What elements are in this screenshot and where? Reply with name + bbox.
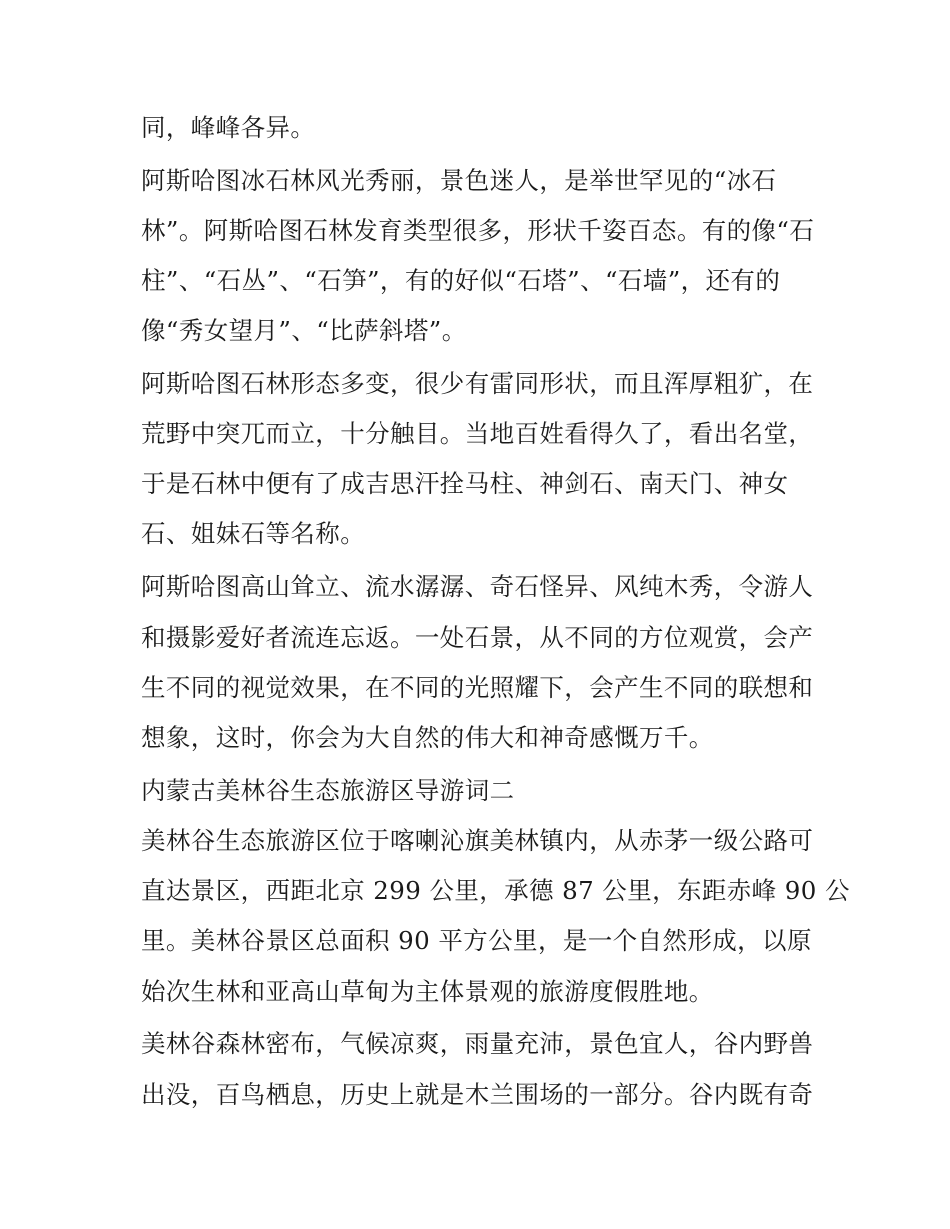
text-line: 石、姐妹石等名称。 [141, 519, 366, 548]
text-line: 里。美林谷景区总面积 90 平方公里，是一个自然形成，以原 [141, 926, 812, 955]
text-line: 阿斯哈图冰石林风光秀丽，景色迷人，是举世罕见的“冰石 [141, 166, 777, 195]
text-line: 于是石林中便有了成吉思汗拴马柱、神剑石、南天门、神女 [141, 469, 789, 498]
text-line: 美林谷生态旅游区位于喀喇沁旗美林镇内，从赤茅一级公路可 [141, 826, 814, 855]
text-line: 生不同的视觉效果，在不同的光照耀下，会产生不同的联想和 [141, 673, 814, 702]
text-line: 美林谷森林密布，气候凉爽，雨量充沛，景色宜人，谷内野兽 [141, 1029, 814, 1058]
text-line: 想象，这时，你会为大自然的伟大和神奇感慨万千。 [141, 723, 714, 752]
text-line: 直达景区，西距北京 299 公里，承德 87 公里，东距赤峰 90 公 [141, 876, 850, 905]
text-line: 荒野中突兀而立，十分触目。当地百姓看得久了，看出名堂， [141, 419, 814, 448]
text-line: 柱”、“石丛”、“石笋”，有的好似“石塔”、“石墙”，还有的 [141, 266, 781, 295]
text-line: 始次生林和亚高山草甸为主体景观的旅游度假胜地。 [141, 977, 714, 1006]
section-heading: 内蒙古美林谷生态旅游区导游词二 [141, 776, 515, 805]
text-line: 同，峰峰各异。 [141, 113, 316, 142]
text-line: 阿斯哈图高山耸立、流水潺潺、奇石怪异、风纯木秀，令游人 [141, 572, 814, 601]
text-line: 阿斯哈图石林形态多变，很少有雷同形状，而且浑厚粗犷，在 [141, 369, 814, 398]
text-line: 林”。阿斯哈图石林发育类型很多，形状千姿百态。有的像“石 [141, 216, 815, 245]
text-line: 像“秀女望月”、“比萨斜塔”。 [141, 316, 467, 345]
text-line: 出没，百鸟栖息，历史上就是木兰围场的一部分。谷内既有奇 [141, 1080, 814, 1109]
text-line: 和摄影爱好者流连忘返。一处石景，从不同的方位观赏，会产 [141, 623, 814, 652]
